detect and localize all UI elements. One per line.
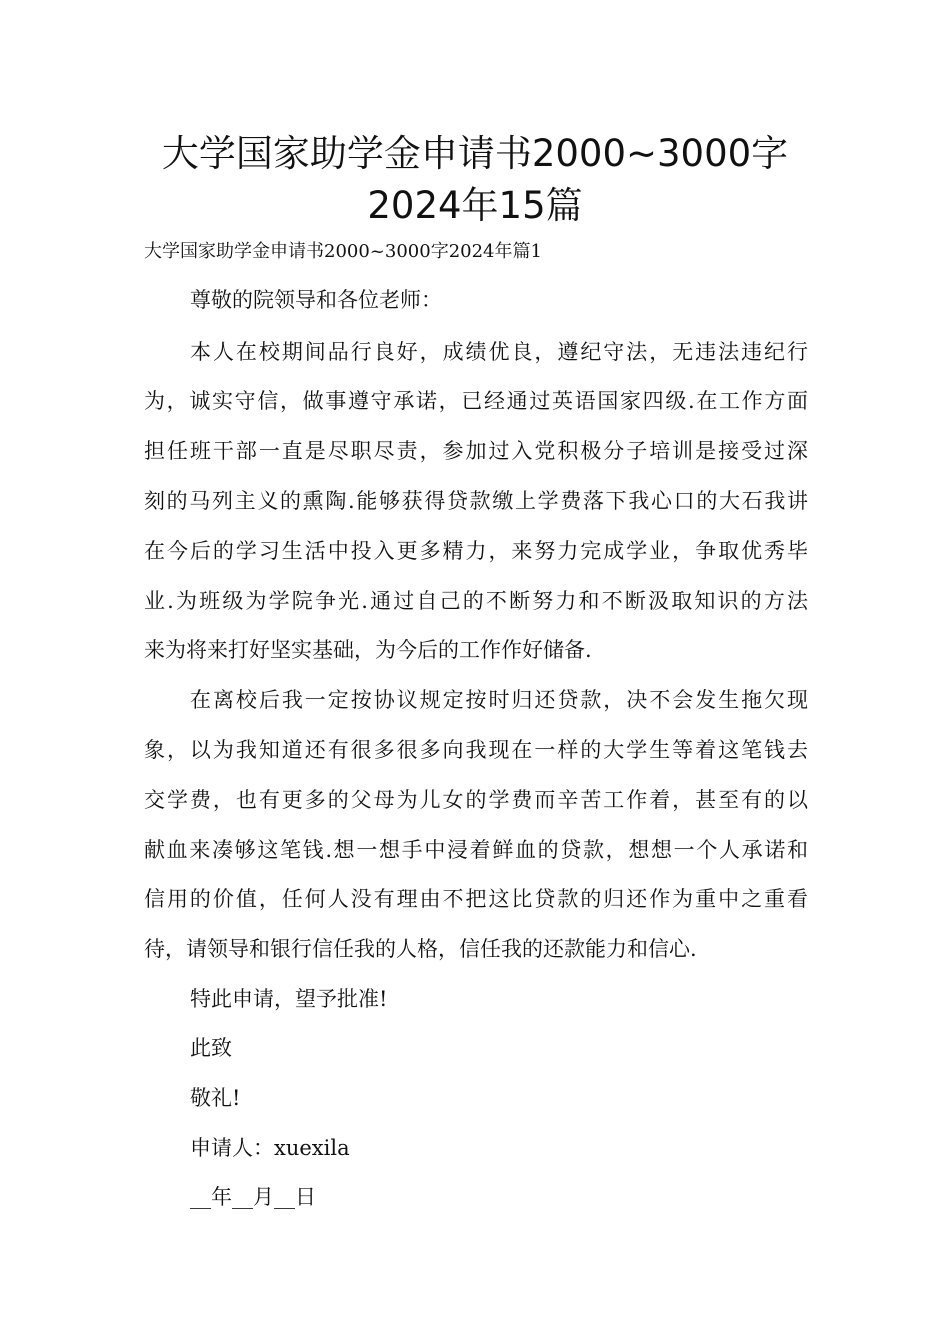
- paragraph-2-line: 献血来凑够这笔钱.想一想手中浸着鲜血的贷款，想想一个人承诺和: [144, 838, 808, 862]
- document-title-line-1: 大学国家助学金申请书2000~3000字: [161, 132, 789, 175]
- paragraph-1-line: 刻的马列主义的熏陶.能够获得贷款缴上学费落下我心口的大石我讲: [144, 489, 808, 513]
- applicant-line: 申请人：xuexila: [190, 1136, 350, 1160]
- paragraph-1-line: 在今后的学习生活中投入更多精力，来努力完成学业，争取优秀毕: [144, 539, 808, 563]
- paragraph-1-line: 为，诚实守信，做事遵守承诺，已经通过英语国家四级.在工作方面: [144, 389, 808, 413]
- paragraph-1-line: 来为将来打好坚实基础，为今后的工作作好储备.: [144, 638, 592, 662]
- paragraph-2-line: 信用的价值，任何人没有理由不把这比贷款的归还作为重中之重看: [144, 887, 808, 911]
- paragraph-1-line: 担任班干部一直是尽职尽责，参加过入党积极分子培训是接受过深: [144, 439, 808, 463]
- paragraph-1-line: 业.为班级为学院争光.通过自己的不断努力和不断汲取知识的方法: [144, 589, 808, 613]
- paragraph-2-line: 象，以为我知道还有很多很多向我现在一样的大学生等着这笔钱去: [144, 738, 808, 762]
- salutation: 尊敬的院领导和各位老师：: [190, 288, 442, 312]
- section-heading: 大学国家助学金申请书2000~3000字2024年篇1: [144, 241, 542, 262]
- paragraph-2-line: 待，请领导和银行信任我的人格，信任我的还款能力和信心.: [144, 937, 697, 961]
- date-line: __年__月__日: [190, 1185, 316, 1209]
- paragraph-1-line: 本人在校期间品行良好，成绩优良，遵纪守法，无违法违纪行: [190, 340, 808, 364]
- document-title-line-2: 2024年15篇: [367, 184, 583, 227]
- closing-line-1: 此致: [190, 1036, 232, 1060]
- closing-line-2: 敬礼!: [190, 1086, 241, 1110]
- paragraph-2-line: 交学费，也有更多的父母为儿女的学费而辛苦工作着，甚至有的以: [144, 788, 808, 812]
- request-line: 特此申请，望予批准!: [190, 987, 388, 1011]
- paragraph-2-line: 在离校后我一定按协议规定按时归还贷款，决不会发生拖欠现: [190, 688, 808, 712]
